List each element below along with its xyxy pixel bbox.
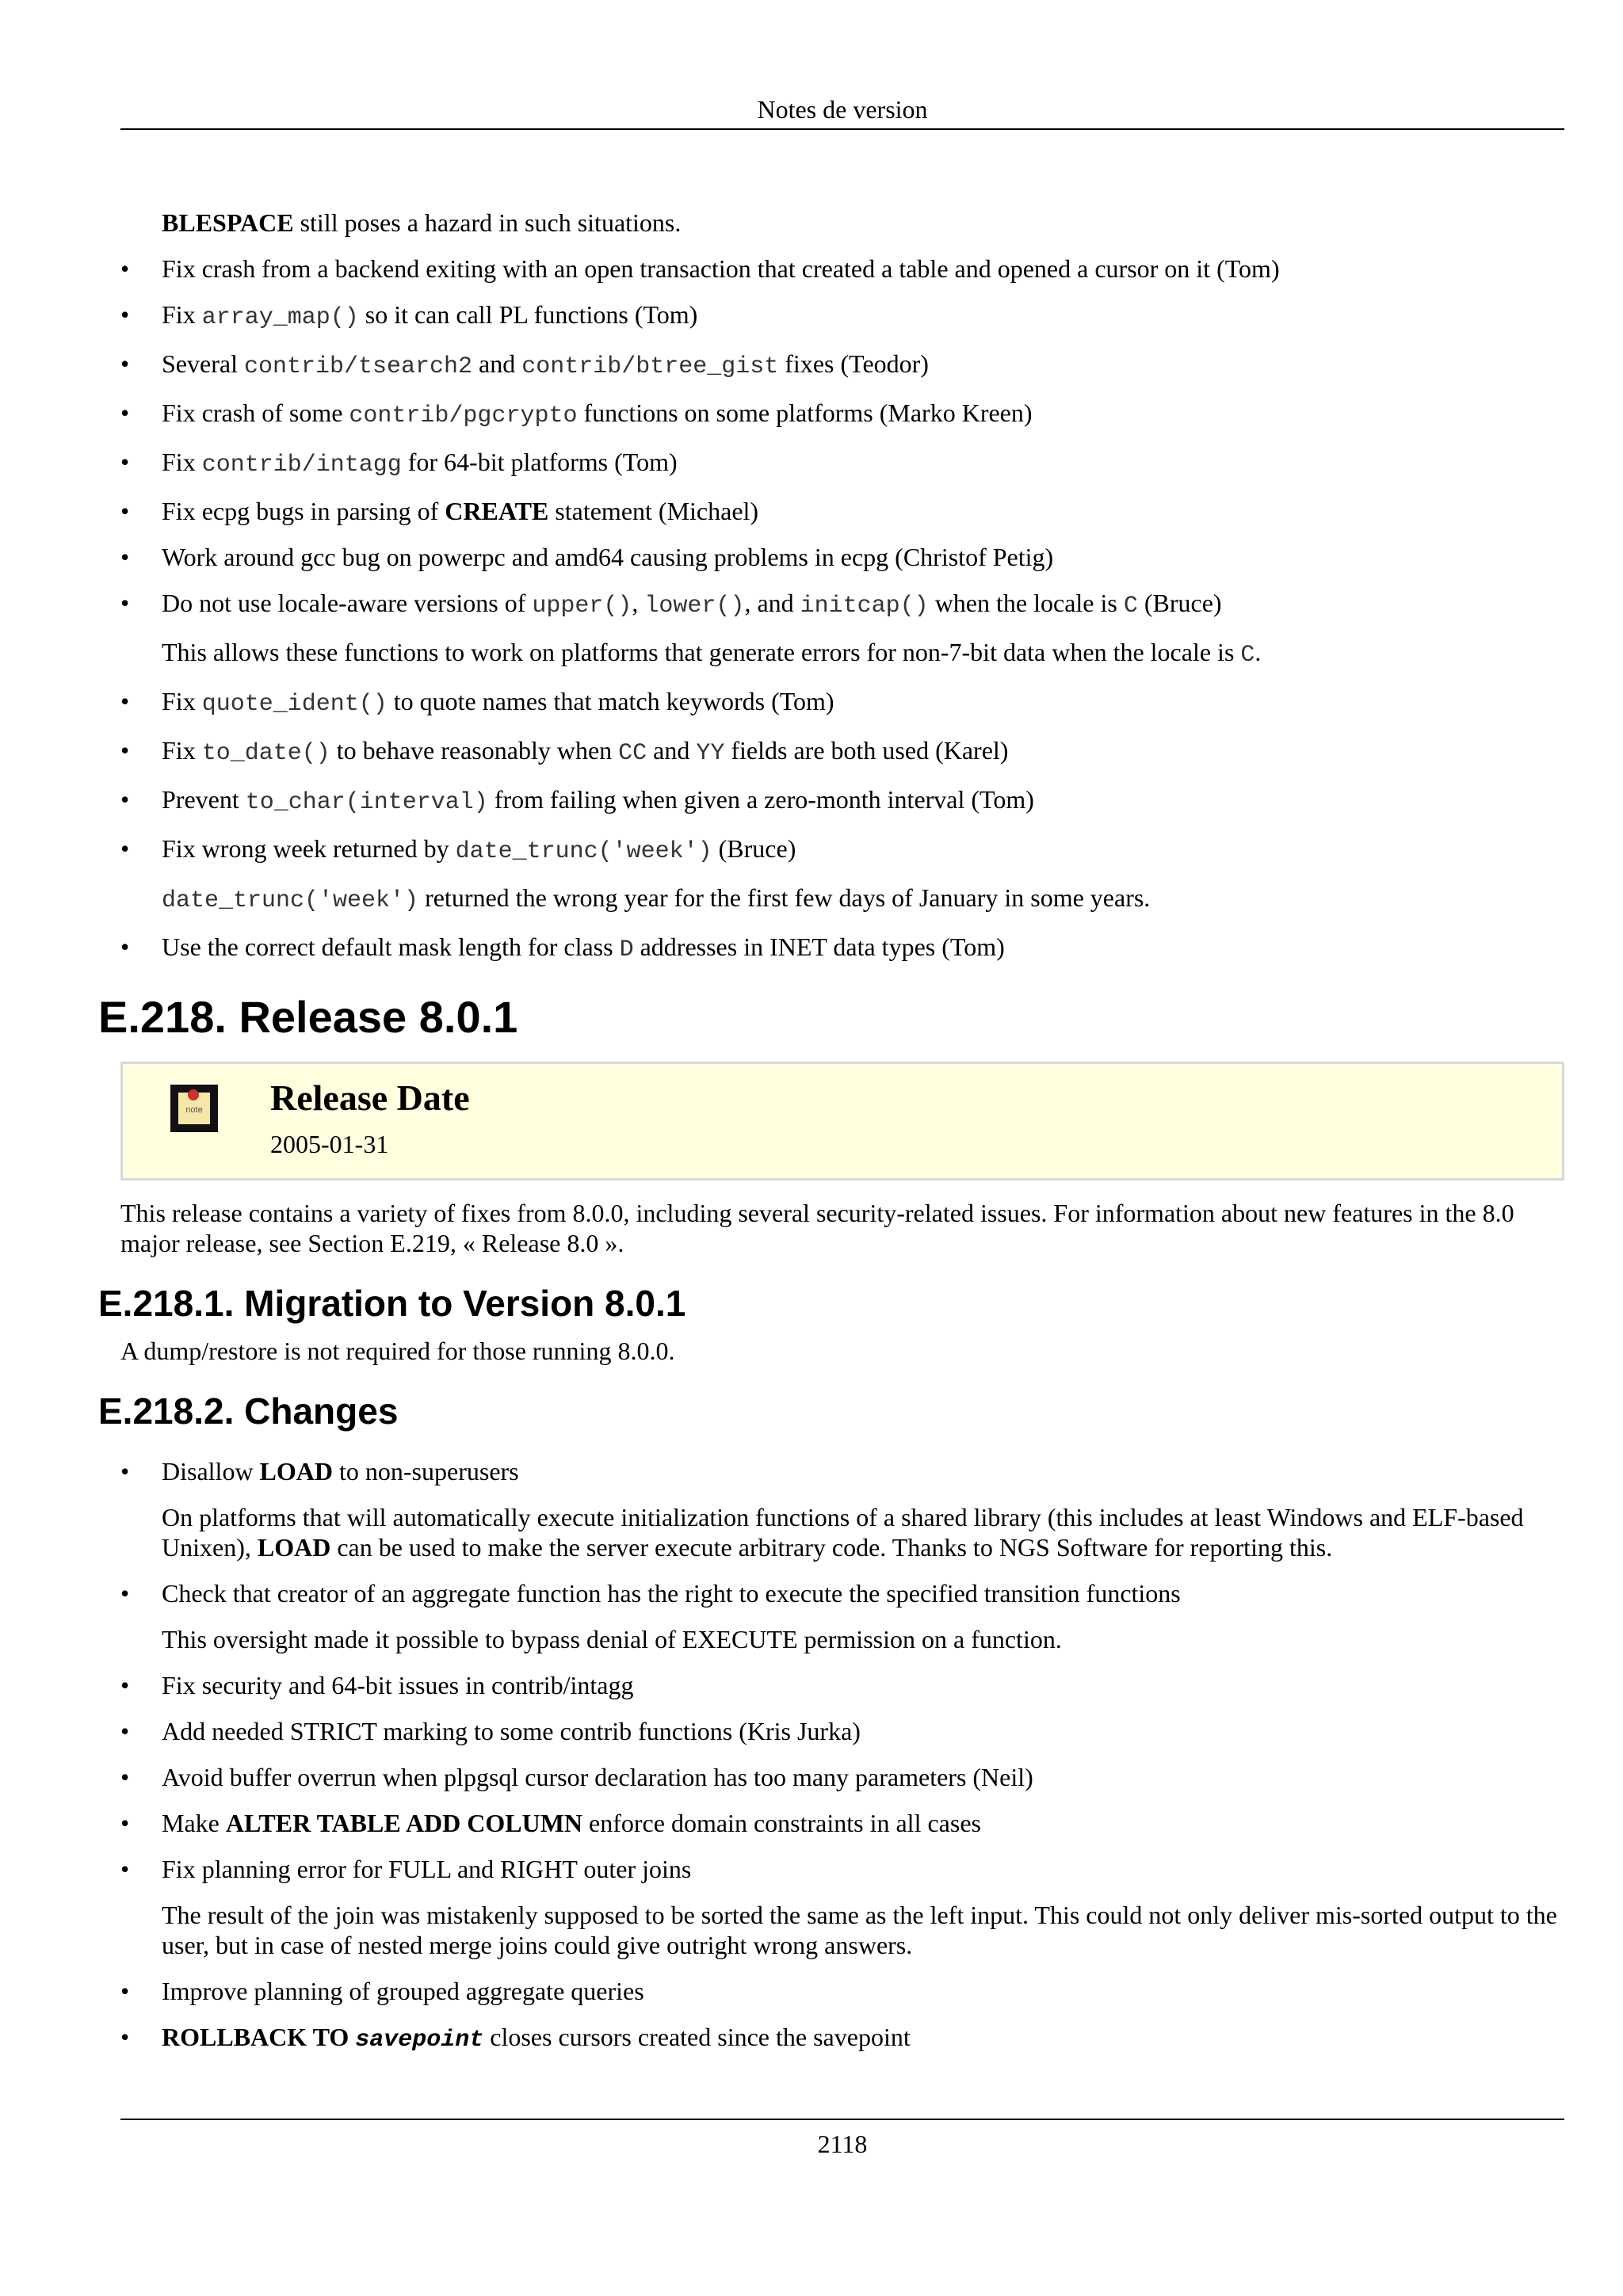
list-item: • Fix contrib/intagg for 64-bit platforms (Tom): [120, 448, 678, 479]
changes-list: [120, 1456, 1564, 2055]
continuation-paragraph: BLESPACE still poses a hazard in such situations.: [162, 208, 682, 237]
item-detail: date_trunc('week') returned the wrong year for the first few days of January in some years.: [162, 883, 1151, 914]
list-item: • Fix quote_ident() to quote names that match keywords (Tom): [120, 687, 834, 718]
running-header: Notes de version: [757, 95, 928, 124]
list-item: • Fix wrong week returned by date_trunc('week') (Bruce) date_trunc('week') returned the wrong year for the first few days of January in some years.: [120, 833, 1564, 916]
migration-text: A dump/restore is not required for those running 8.0.0.: [120, 1337, 675, 1365]
list-item: • Avoid buffer overrun when plpgsql cursor declaration has too many parameters (Neil): [120, 1763, 1033, 1791]
release-date: 2005-01-31: [270, 1130, 389, 1158]
list-item: • Disallow LOAD to non-superusers On platforms that will automatically execute initialization functions of a shared library (this includes at least Windows and ELF-based Unixen), LOAD can be used to make the server execute arbitrary code. Thanks to NGS Software for reporting this.: [120, 1456, 1564, 1562]
list-item: • Use the correct default mask length for class D addresses in INET data types (Tom): [120, 933, 1005, 963]
page-content: [98, 208, 1564, 2071]
list-item: • Improve planning of grouped aggregate queries: [120, 1977, 644, 2005]
note-icon: note: [170, 1085, 218, 1132]
list-item: • Fix to_date() to behave reasonably when CC and YY fields are both used (Karel): [120, 736, 1009, 767]
list-item: • Fix ecpg bugs in parsing of CREATE statement (Michael): [120, 497, 759, 525]
changes-heading: E.218.2. Changes: [98, 1390, 399, 1432]
list-item: • Prevent to_char(interval) from failing when given a zero-month interval (Tom): [120, 785, 1034, 816]
header-rule: [120, 128, 1564, 130]
list-item: • ROLLBACK TO savepoint closes cursors created since the savepoint: [120, 2023, 911, 2054]
list-item: • Fix security and 64-bit issues in contrib/intagg: [120, 1671, 634, 1699]
list-item: • Fix crash from a backend exiting with an open transaction that created a table and opened a cursor on it (Tom): [120, 254, 1280, 283]
item-detail: This allows these functions to work on platforms that generate errors for non-7-bit data when the locale is C.: [162, 638, 1262, 669]
list-item: • Do not use locale-aware versions of upper(), lower(), and initcap() when the locale is C (Bruce) This allows these functions to work on platforms that generate errors for non-7-bit data when the locale is C.: [120, 588, 1564, 670]
migration-heading: E.218.1. Migration to Version 8.0.1: [98, 1283, 686, 1324]
fix-list: [120, 254, 1564, 965]
list-item: • Make ALTER TABLE ADD COLUMN enforce domain constraints in all cases: [120, 1809, 981, 1837]
item-detail: This oversight made it possible to bypass denial of EXECUTE permission on a function.: [162, 1625, 1062, 1653]
page-number: 2118: [817, 2130, 868, 2158]
item-detail: On platforms that will automatically execute initialization functions of a shared library (this includes at least Windows and ELF-based Unixen), LOAD can be used to make the server execute arbitrary code. Thanks to NGS Software for reporting this.: [162, 1503, 1524, 1562]
list-item: • Fix planning error for FULL and RIGHT outer joins The result of the join was mistakenly supposed to be sorted the same as the left input. This could not only deliver mis-sorted output to the user, but in case of nested merge joins could give outright wrong answers.: [120, 1854, 1564, 1960]
release-date-note: [120, 1062, 1564, 1180]
note-title: Release Date: [270, 1077, 470, 1118]
list-item: • Check that creator of an aggregate function has the right to execute the specified transition functions This oversight made it possible to bypass denial of EXECUTE permission on a function.: [120, 1578, 1564, 1654]
list-item: • Several contrib/tsearch2 and contrib/btree_gist fixes (Teodor): [120, 349, 929, 380]
list-item: • Fix crash of some contrib/pgcrypto functions on some platforms (Marko Kreen): [120, 399, 1033, 429]
list-item: • Work around gcc bug on powerpc and amd64 causing problems in ecpg (Christof Petig): [120, 543, 1054, 571]
release-intro: This release contains a variety of fixes from 8.0.0, including several security-related issues. For information about new features in the 8.0 major release, see Section E.219, « Release 8.0 ».: [120, 1199, 1514, 1257]
release-heading: E.218. Release 8.0.1: [98, 992, 518, 1042]
footer-rule: [120, 2119, 1564, 2120]
item-detail: The result of the join was mistakenly supposed to be sorted the same as the left input. This could not only deliver mis-sorted output to the user, but in case of nested merge joins could give outright wrong answers.: [162, 1901, 1557, 1959]
list-item: • Fix array_map() so it can call PL functions (Tom): [120, 300, 698, 331]
list-item: • Add needed STRICT marking to some contrib functions (Kris Jurka): [120, 1717, 861, 1745]
